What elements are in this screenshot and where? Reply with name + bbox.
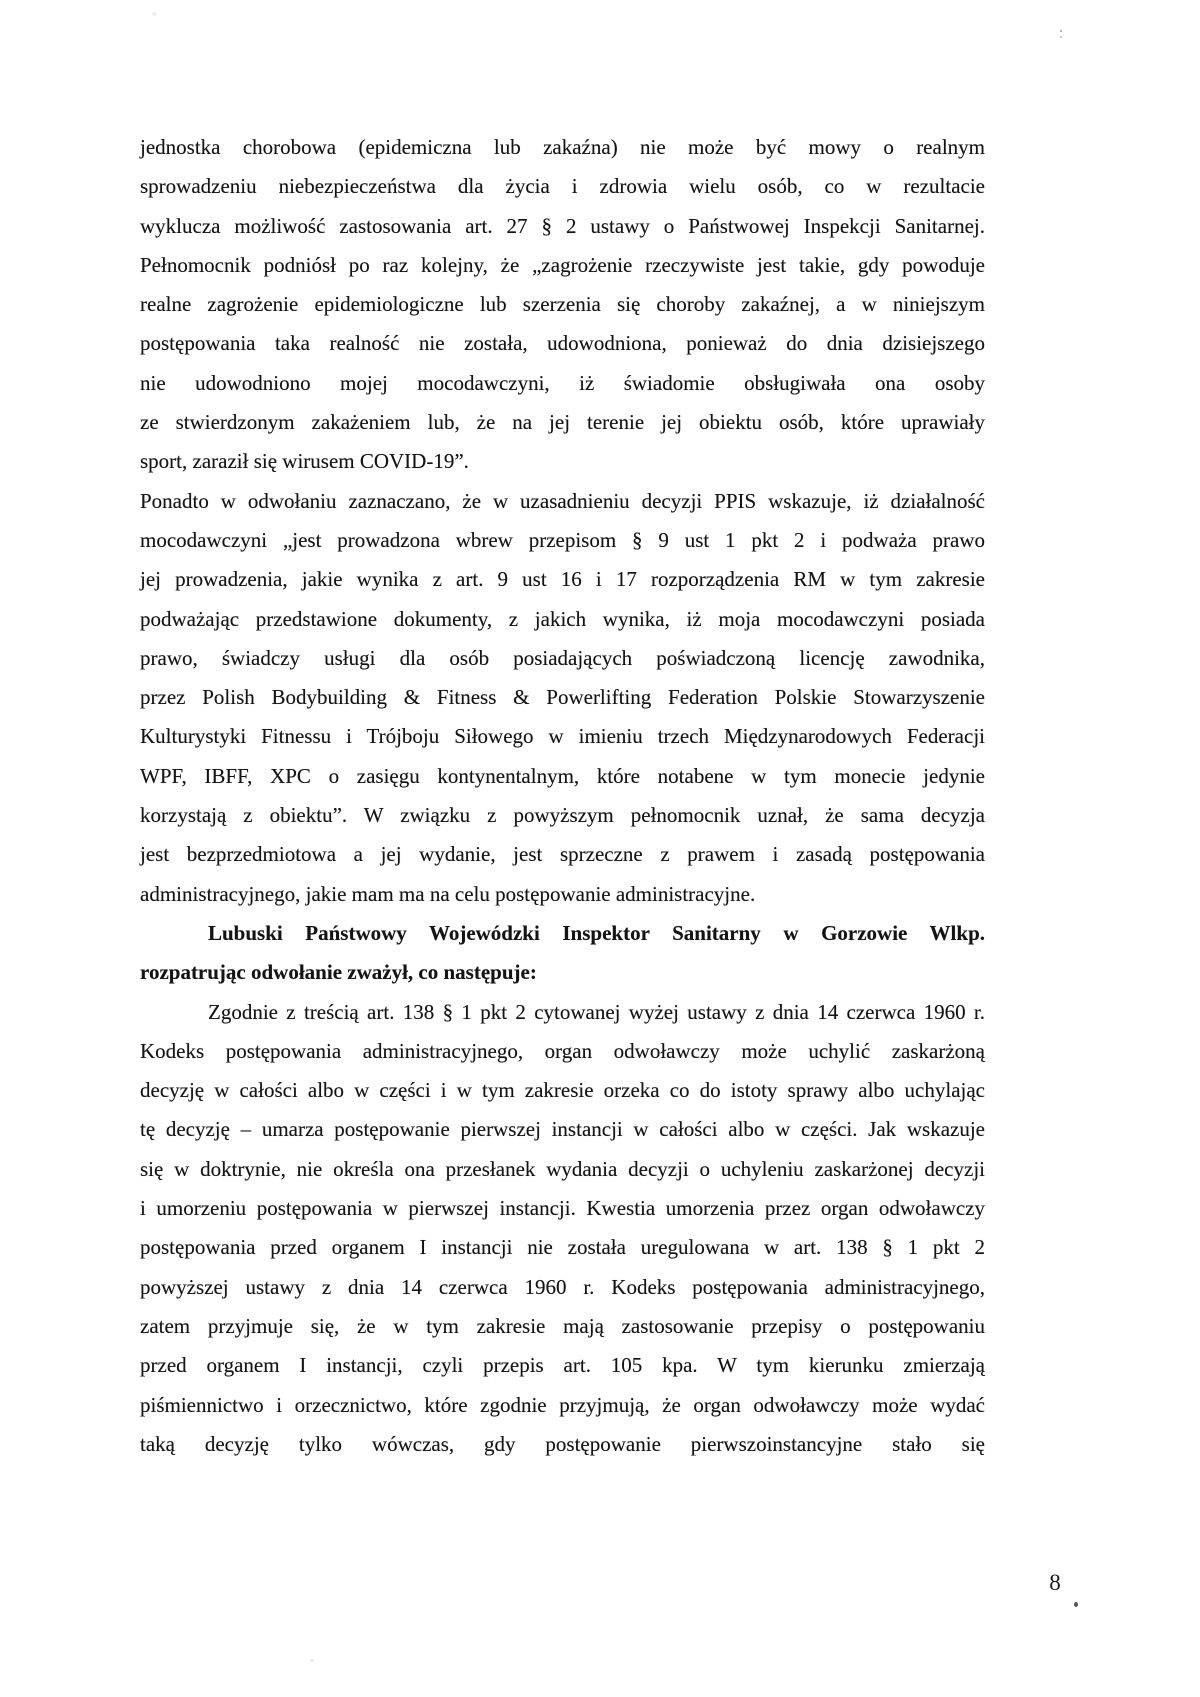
text-line: jej prowadzenia, jakie wynika z art. 9 ust 16 i 17 rozporządzenia RM w tym zakresie: [140, 567, 985, 592]
text-line: sport, zaraził się wirusem COVID-19”.: [140, 449, 469, 474]
text-line: Lubuski Państwowy Wojewódzki Inspektor Sanitarny w Gorzowie Wlkp.: [208, 920, 985, 945]
text-line: Zgodnie z treścią art. 138 § 1 pkt 2 cytowanej wyżej ustawy z dnia 14 czerwca 1960 r.: [208, 999, 985, 1024]
paragraph-3: [140, 914, 985, 993]
text-line: wyklucza możliwość zastosowania art. 27 § 2 ustawy o Państwowej Inspekcji Sanitarnej.: [140, 213, 985, 238]
text-line: nie udowodniono mojej mocodawczyni, iż świadomie obsługiwała ona osoby: [140, 370, 985, 395]
text-line: sprowadzeniu niebezpieczeństwa dla życia i zdrowia wielu osób, co w rezultacie: [140, 174, 985, 199]
text-line: Ponadto w odwołaniu zaznaczano, że w uzasadnieniu decyzji PPIS wskazuje, iż działalność: [140, 488, 985, 513]
text-line: prawo, świadczy usługi dla osób posiadających poświadczoną licencję zawodnika,: [140, 645, 985, 670]
text-line: korzystają z obiektu”. W związku z powyższym pełnomocnik uznał, że sama decyzja: [140, 803, 985, 828]
text-line: jednostka chorobowa (epidemiczna lub zakaźna) nie może być mowy o realnym: [140, 135, 985, 159]
paragraph-2: [140, 482, 985, 914]
scan-speck: [152, 12, 157, 16]
paragraph-1: [140, 128, 985, 482]
text-line: postępowania przed organem I instancji nie została uregulowana w art. 138 § 1 pkt 2: [140, 1235, 985, 1260]
text-line: się w doktrynie, nie określa ona przesłanek wydania decyzji o uchyleniu zaskarżonej decyzji: [140, 1156, 985, 1181]
text-line: ze stwierdzonym zakażeniem lub, że na jej terenie jej obiektu osób, które uprawiały: [140, 410, 985, 435]
scan-speck: [310, 1659, 314, 1662]
text-line: zatem przyjmuje się, że w tym zakresie mają zastosowanie przepisy o postępowaniu: [140, 1313, 985, 1338]
text-line: taką decyzję tylko wówczas, gdy postępowanie pierwszoinstancyjne stało się: [140, 1431, 985, 1456]
text-line: przed organem I instancji, czyli przepis art. 105 kpa. W tym kierunku zmierzają: [140, 1353, 985, 1378]
text-line: tę decyzję – umarza postępowanie pierwszej instancji w całości albo w części. Jak wskazuje: [140, 1117, 985, 1142]
text-line: mocodawczyni „jest prowadzona wbrew przepisom § 9 ust 1 pkt 2 i podważa prawo: [140, 527, 985, 552]
paragraph-4: [140, 993, 985, 1465]
text-line: rozpatrując odwołanie zważył, co następuje:: [140, 960, 537, 985]
text-line: powyższej ustawy z dnia 14 czerwca 1960 r. Kodeks postępowania administracyjnego,: [140, 1274, 985, 1299]
document-body-text: [140, 128, 985, 1464]
scan-speck: [1074, 1602, 1078, 1607]
text-line: administracyjnego, jakie mam ma na celu postępowanie administracyjne.: [140, 881, 756, 906]
text-line: Kodeks postępowania administracyjnego, organ odwoławczy może uchylić zaskarżoną: [140, 1038, 985, 1063]
page-number: 8: [1049, 1570, 1061, 1595]
text-line: piśmiennictwo i orzecznictwo, które zgodnie przyjmują, że organ odwoławczy może wydać: [140, 1392, 985, 1417]
text-line: podważając przedstawione dokumenty, z jakich wynika, iż moja mocodawczyni posiada: [140, 606, 985, 631]
scan-speck: [1060, 30, 1062, 32]
text-line: Pełnomocnik podniósł po raz kolejny, że „zagrożenie rzeczywiste jest takie, gdy powoduje: [140, 252, 985, 277]
text-line: decyzję w całości albo w części i w tym zakresie orzeka co do istoty sprawy albo uchylając: [140, 1078, 985, 1103]
text-line: Kulturystyki Fitnessu i Trójboju Siłowego w imieniu trzech Międzynarodowych Federacji: [140, 724, 985, 749]
text-line: przez Polish Bodybuilding & Fitness & Powerlifting Federation Polskie Stowarzyszenie: [140, 685, 985, 710]
text-line: realne zagrożenie epidemiologiczne lub szerzenia się choroby zakaźnej, a w niniejszym: [140, 292, 985, 317]
text-line: i umorzeniu postępowania w pierwszej instancji. Kwestia umorzenia przez organ odwoławczy: [140, 1196, 985, 1221]
text-line: jest bezprzedmiotowa a jej wydanie, jest sprzeczne z prawem i zasadą postępowania: [140, 842, 985, 867]
text-line: WPF, IBFF, XPC o zasięgu kontynentalnym, które notabene w tym monecie jedynie: [140, 763, 985, 788]
text-line: postępowania taka realność nie została, udowodniona, ponieważ do dnia dzisiejszego: [140, 331, 985, 356]
